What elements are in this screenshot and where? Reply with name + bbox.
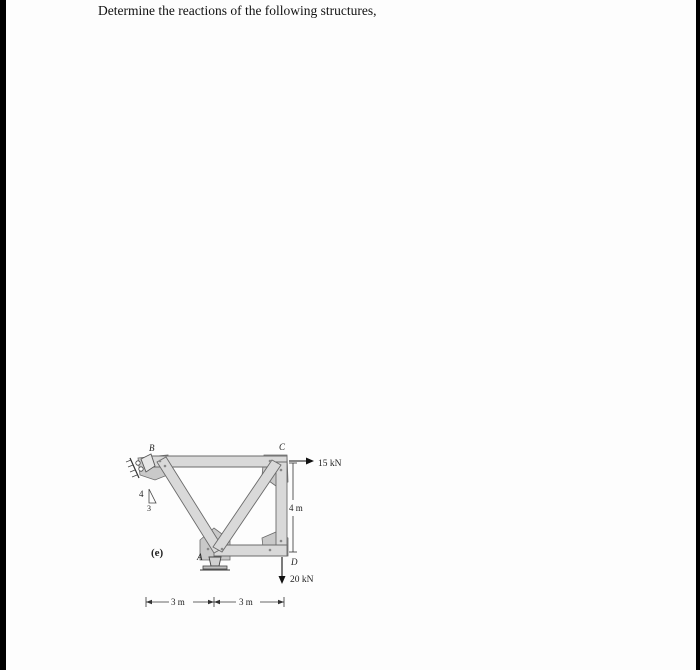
load-arrow-vertical (279, 557, 286, 584)
joint-label-a: A (197, 552, 203, 562)
dimension-line-horizontal (146, 597, 284, 607)
joint-label-b: B (149, 443, 155, 453)
question-text: Determine the reactions of the following structures, (98, 3, 377, 18)
load-label-vertical: 20 kN (290, 575, 314, 585)
slope-rise-label: 4 (139, 489, 144, 499)
joint-label-d: D (291, 557, 298, 567)
part-label: (e) (151, 547, 164, 559)
load-label-horizontal: 15 kN (318, 459, 342, 469)
dimension-label-span-left: 3 m (171, 597, 185, 607)
slope-triangle (149, 489, 156, 503)
member-b-a (157, 457, 223, 553)
slope-run-label: 3 (147, 504, 151, 513)
dimension-label-span-right: 3 m (239, 597, 253, 607)
dimension-label-height: 4 m (289, 503, 303, 513)
joint-label-c: C (279, 442, 286, 452)
